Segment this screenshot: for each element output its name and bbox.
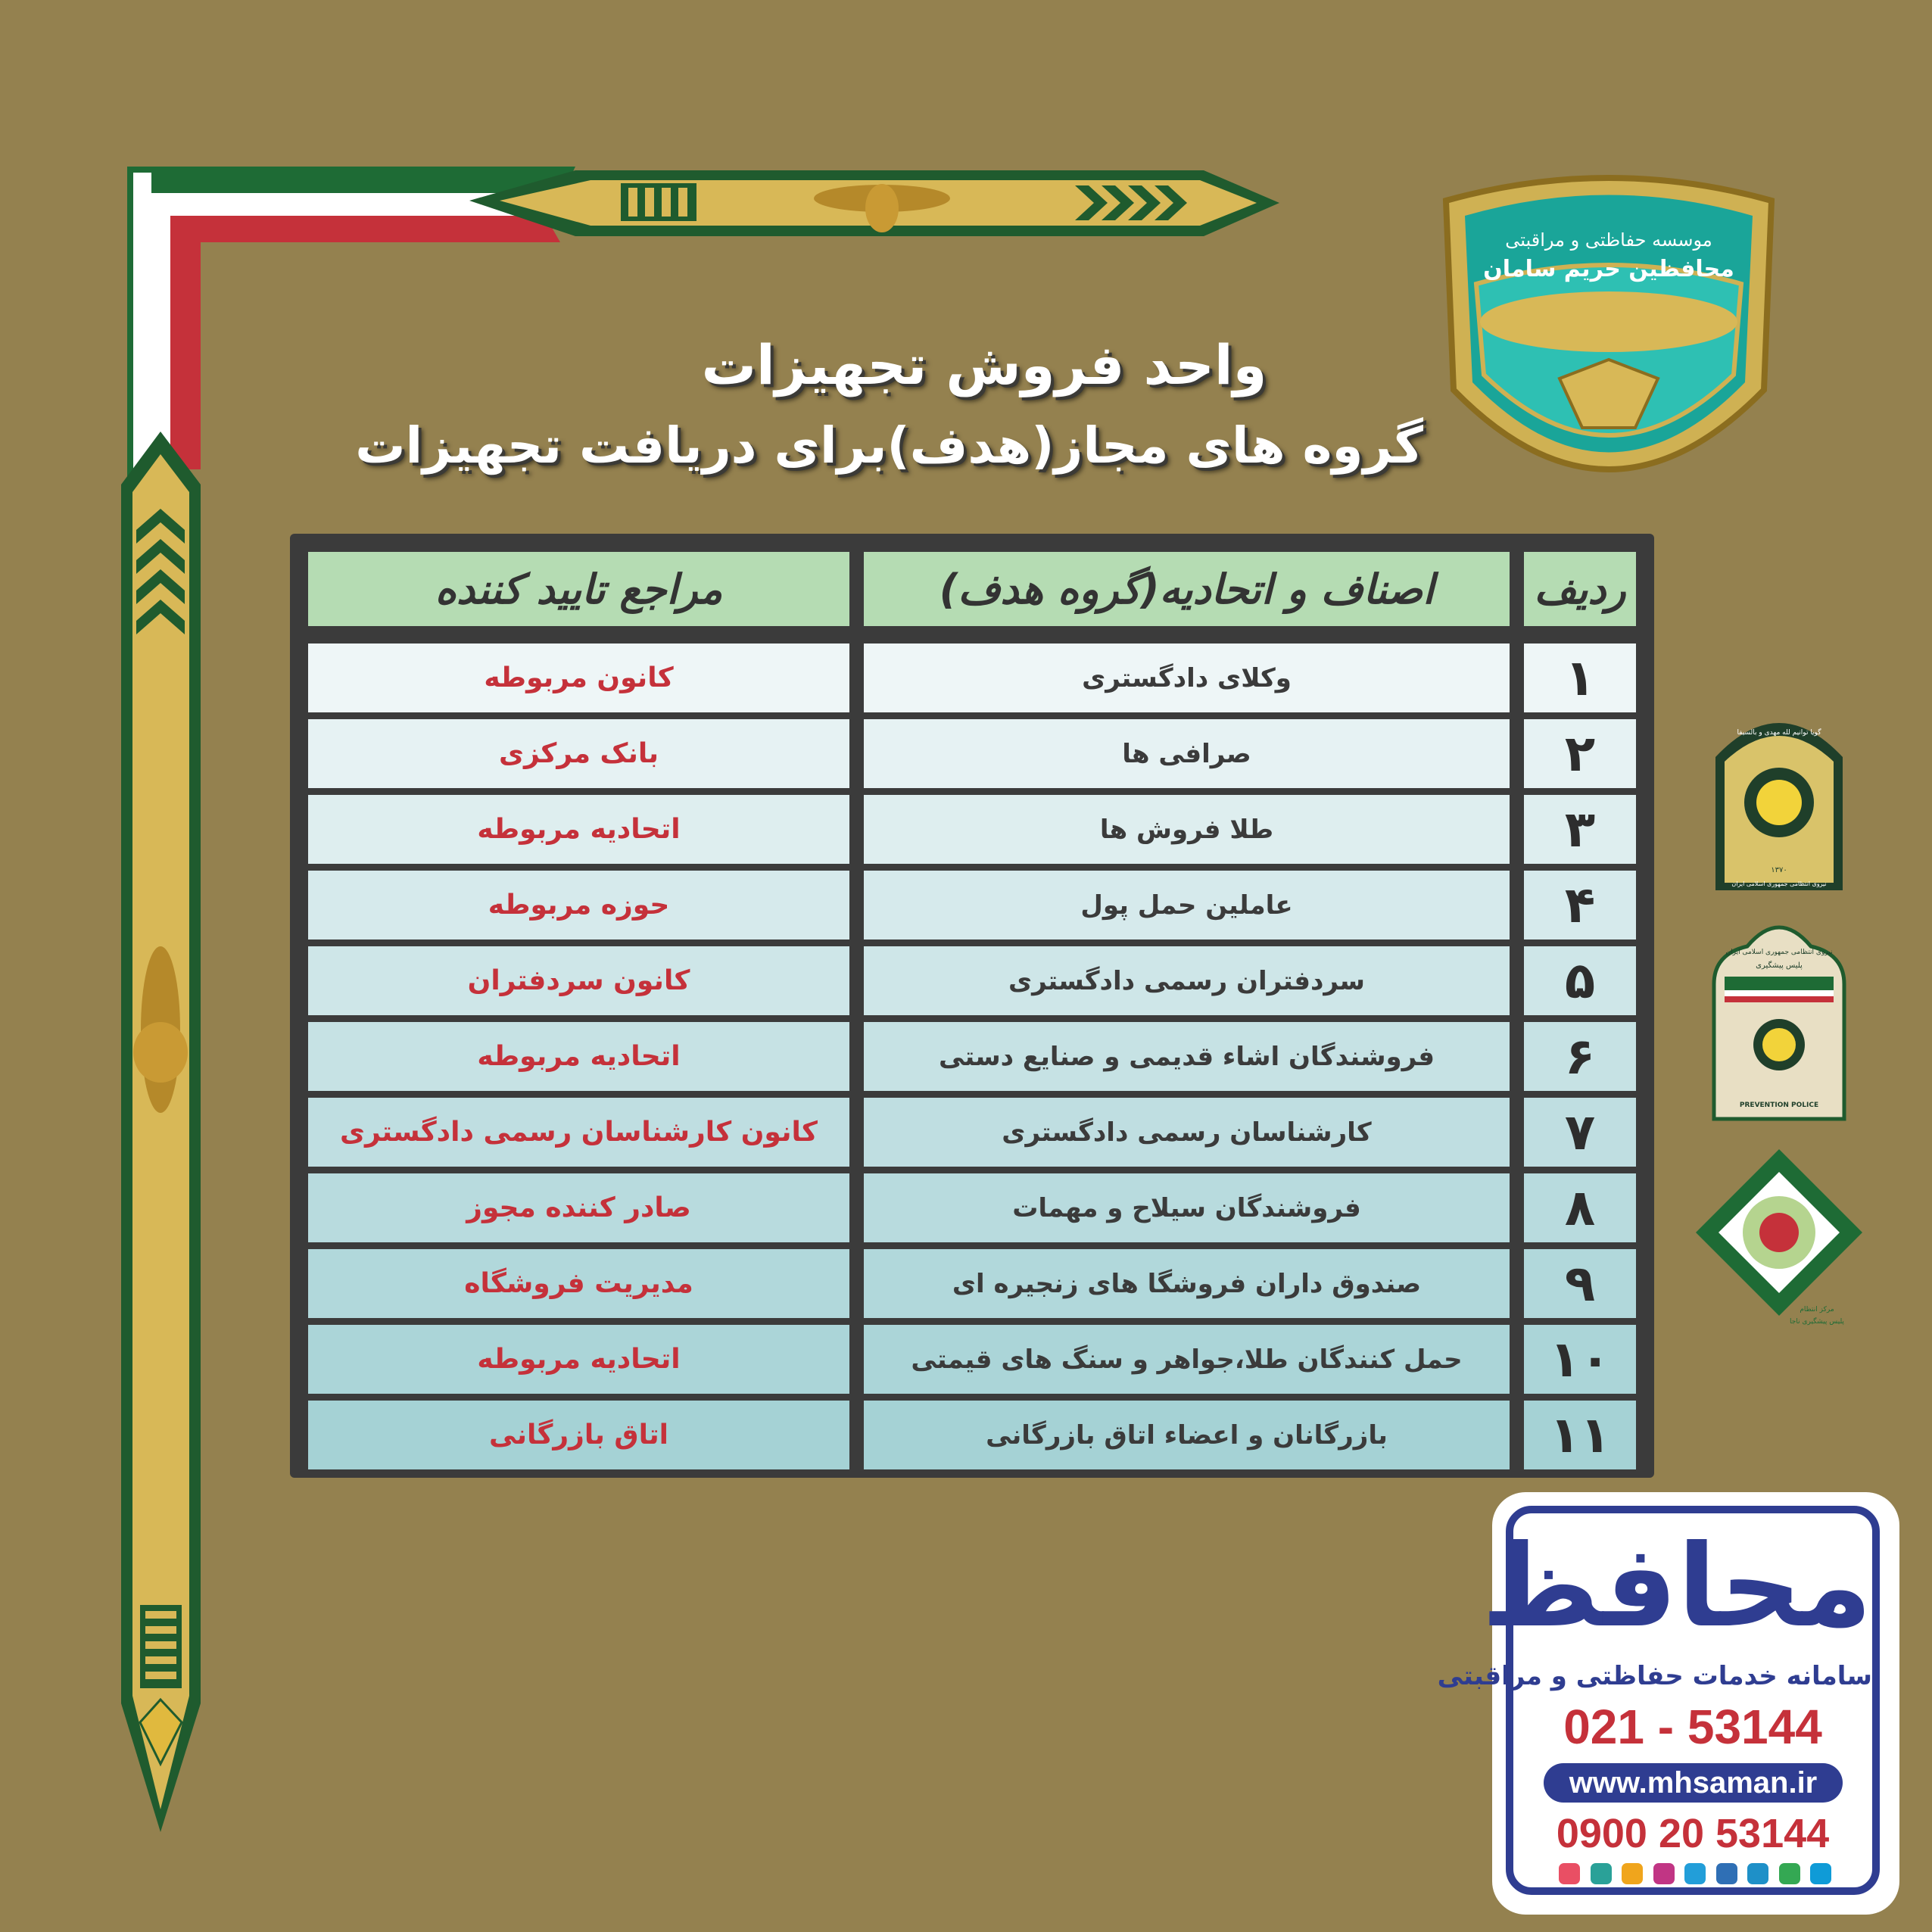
- target-groups-table: [290, 534, 1654, 1478]
- row-group: سردفتران رسمی دادگستری: [864, 946, 1510, 1015]
- brand-logo-frame: [1437, 1506, 1880, 1895]
- row-number: ۷: [1524, 1098, 1636, 1167]
- row-group: فروشندگان اشاء قدیمی و صنایع دستی: [864, 1022, 1510, 1091]
- row-group: صرافی ها: [864, 719, 1510, 788]
- badge3-line1: مرکز انتظام: [1800, 1306, 1834, 1313]
- badge2-bottom: PREVENTION POLICE: [1739, 1102, 1819, 1109]
- left-sword: [121, 432, 201, 1832]
- header-group: اصناف و اتحادیه(گروه هدف): [864, 552, 1510, 626]
- company-emblem: [1431, 155, 1787, 526]
- row-number: ۲: [1524, 719, 1636, 788]
- page-title: واحد فروش تجهیزات: [701, 333, 1267, 397]
- row-authority: مدیریت فروشگاه: [308, 1249, 849, 1318]
- row-number: ۱۱: [1524, 1401, 1636, 1469]
- row-group: صندوق داران فروشگا های زنجیره ای: [864, 1249, 1510, 1318]
- telegram-icon[interactable]: [1684, 1863, 1706, 1884]
- badge3-line2: پلیس پیشگیری ناجا: [1790, 1318, 1844, 1326]
- badge1-year: ۱۳۷۰: [1771, 866, 1787, 874]
- row-number: ۵: [1524, 946, 1636, 1015]
- emblem-line1: موسسه حفاظتی و مراقبتی: [1505, 229, 1712, 251]
- row-authority: اتاق بازرگانی: [308, 1401, 849, 1469]
- rubika-icon[interactable]: [1779, 1863, 1800, 1884]
- page-subtitle: گروه های مجاز(هدف)برای دریافت تجهیزات: [355, 416, 1423, 475]
- row-authority: اتحادیه مربوطه: [308, 1325, 849, 1394]
- row-authority: اتحادیه مربوطه: [308, 1022, 849, 1091]
- police-badge-1: [1712, 704, 1846, 893]
- row-number: ۶: [1524, 1022, 1636, 1091]
- social-icons: [1559, 1863, 1831, 1886]
- row-authority: اتحادیه مربوطه: [308, 795, 849, 864]
- row-authority: حوزه مربوطه: [308, 871, 849, 940]
- eitaa-icon[interactable]: [1622, 1863, 1643, 1884]
- top-sword: [469, 170, 1279, 236]
- row-number: ۹: [1524, 1249, 1636, 1318]
- row-group: طلا فروش ها: [864, 795, 1510, 864]
- row-authority: کانون مربوطه: [308, 643, 849, 712]
- badge2-sub: پلیس پیشگیری: [1756, 961, 1803, 970]
- row-number: ۸: [1524, 1173, 1636, 1242]
- police-badge-2: [1709, 908, 1849, 1122]
- row-number: ۱۰: [1524, 1325, 1636, 1394]
- row-authority: بانک مرکزی: [308, 719, 849, 788]
- row-authority: صادر کننده مجوز: [308, 1173, 849, 1242]
- row-number: ۳: [1524, 795, 1636, 864]
- badge1-top: گویا توانیم لله مهدی و بالسیفا: [1737, 729, 1821, 737]
- row-group: کارشناسان رسمی دادگستری: [864, 1098, 1510, 1167]
- row-number: ۱: [1524, 643, 1636, 712]
- badge1-bottom: نیروی انتظامی جمهوری اسلامی ایران: [1731, 880, 1827, 887]
- instagram-gradient-icon[interactable]: [1653, 1863, 1675, 1884]
- header-row-number: ردیف: [1524, 552, 1636, 626]
- row-authority: کانون سردفتران: [308, 946, 849, 1015]
- badge2-top: نیروی انتظامی جمهوری اسلامی ایران: [1725, 949, 1833, 956]
- row-group: عاملین حمل پول: [864, 871, 1510, 940]
- row-group: فروشندگان سیلاح و مهمات: [864, 1173, 1510, 1242]
- website-link[interactable]: www.mhsaman.ir: [1544, 1763, 1843, 1803]
- brand-logo-card: [1437, 1495, 1896, 1912]
- phone-number-1[interactable]: 021 - 53144: [1563, 1700, 1822, 1754]
- row-group: بازرگانان و اعضاء اتاق بازرگانی: [864, 1401, 1510, 1469]
- phone-number-2[interactable]: 0900 20 53144: [1556, 1811, 1830, 1856]
- header-authority: مراجع تایید کننده: [308, 552, 849, 626]
- instagram-icon[interactable]: [1559, 1863, 1580, 1884]
- soroush-icon[interactable]: [1716, 1863, 1737, 1884]
- brand-name: محافظ: [1481, 1521, 1872, 1653]
- bale-icon[interactable]: [1747, 1863, 1768, 1884]
- row-authority: کانون کارشناسان رسمی دادگستری: [308, 1098, 849, 1167]
- whatsapp-icon[interactable]: [1591, 1863, 1612, 1884]
- row-number: ۴: [1524, 871, 1636, 940]
- row-group: وکلای دادگستری: [864, 643, 1510, 712]
- emblem-line2: محافظین حریم سامان: [1483, 256, 1734, 282]
- igap-icon[interactable]: [1810, 1863, 1831, 1884]
- brand-subtitle: سامانه خدمات حفاظتی و مراقبتی: [1437, 1661, 1872, 1691]
- police-badge-3: [1688, 1142, 1870, 1331]
- row-group: حمل کنندگان طلا،جواهر و سنگ های قیمتی: [864, 1325, 1510, 1394]
